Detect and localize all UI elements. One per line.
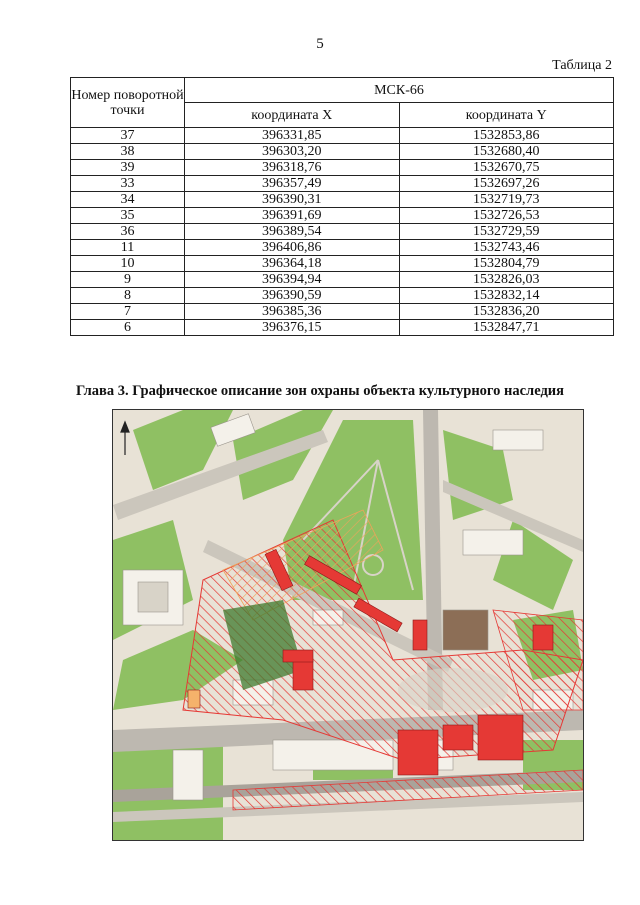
cell-coordinate-x: 396389,54 bbox=[185, 224, 400, 240]
cell-coordinate-y: 1532726,53 bbox=[399, 208, 614, 224]
cell-point-number: 35 bbox=[71, 208, 185, 224]
table-row bbox=[71, 240, 614, 256]
page-number: 5 bbox=[316, 36, 324, 52]
cell-coordinate-y: 1532743,46 bbox=[399, 240, 614, 256]
cell-coordinate-y: 1532826,03 bbox=[399, 272, 614, 288]
cell-coordinate-x: 396364,18 bbox=[185, 256, 400, 272]
cell-coordinate-x: 396303,20 bbox=[185, 144, 400, 160]
table-row bbox=[71, 320, 614, 336]
table-row bbox=[71, 144, 614, 160]
cell-point-number: 8 bbox=[71, 288, 185, 304]
cell-coordinate-y: 1532832,14 bbox=[399, 288, 614, 304]
column-header-point-number: Номер поворотной точки bbox=[71, 78, 185, 128]
cell-coordinate-x: 396391,69 bbox=[185, 208, 400, 224]
table-caption: Таблица 2 bbox=[552, 58, 612, 73]
table-row bbox=[71, 128, 614, 144]
coordinates-table bbox=[70, 77, 614, 336]
cell-coordinate-y: 1532847,71 bbox=[399, 320, 614, 336]
table-row bbox=[71, 288, 614, 304]
column-header-y: координата Y bbox=[399, 103, 614, 128]
cell-coordinate-y: 1532719,73 bbox=[399, 192, 614, 208]
cell-coordinate-x: 396406,86 bbox=[185, 240, 400, 256]
cell-coordinate-x: 396357,49 bbox=[185, 176, 400, 192]
cell-coordinate-x: 396376,15 bbox=[185, 320, 400, 336]
cell-point-number: 7 bbox=[71, 304, 185, 320]
cell-coordinate-x: 396390,59 bbox=[185, 288, 400, 304]
map-image bbox=[113, 410, 583, 840]
table-row bbox=[71, 192, 614, 208]
cell-point-number: 39 bbox=[71, 160, 185, 176]
cell-coordinate-y: 1532853,86 bbox=[399, 128, 614, 144]
cell-coordinate-x: 396394,94 bbox=[185, 272, 400, 288]
table-row bbox=[71, 224, 614, 240]
column-group-header: МСК-66 bbox=[185, 78, 614, 103]
column-header-x: координата X bbox=[185, 103, 400, 128]
cell-coordinate-y: 1532729,59 bbox=[399, 224, 614, 240]
chapter-title: Глава 3. Графическое описание зон охраны объекта культурного наследия bbox=[76, 383, 564, 399]
table-row bbox=[71, 176, 614, 192]
cell-point-number: 11 bbox=[71, 240, 185, 256]
cell-coordinate-x: 396385,36 bbox=[185, 304, 400, 320]
cell-point-number: 6 bbox=[71, 320, 185, 336]
cell-point-number: 33 bbox=[71, 176, 185, 192]
cell-point-number: 37 bbox=[71, 128, 185, 144]
cell-coordinate-x: 396318,76 bbox=[185, 160, 400, 176]
cell-point-number: 9 bbox=[71, 272, 185, 288]
cell-coordinate-y: 1532697,26 bbox=[399, 176, 614, 192]
cell-point-number: 38 bbox=[71, 144, 185, 160]
cell-coordinate-x: 396390,31 bbox=[185, 192, 400, 208]
cell-coordinate-y: 1532804,79 bbox=[399, 256, 614, 272]
protection-zones-map bbox=[112, 409, 584, 841]
table-row bbox=[71, 304, 614, 320]
table-row bbox=[71, 272, 614, 288]
table-row bbox=[71, 208, 614, 224]
table-row bbox=[71, 160, 614, 176]
cell-coordinate-y: 1532836,20 bbox=[399, 304, 614, 320]
cell-point-number: 34 bbox=[71, 192, 185, 208]
cell-coordinate-y: 1532670,75 bbox=[399, 160, 614, 176]
cell-point-number: 36 bbox=[71, 224, 185, 240]
cell-point-number: 10 bbox=[71, 256, 185, 272]
cell-coordinate-y: 1532680,40 bbox=[399, 144, 614, 160]
table-row bbox=[71, 256, 614, 272]
cell-coordinate-x: 396331,85 bbox=[185, 128, 400, 144]
